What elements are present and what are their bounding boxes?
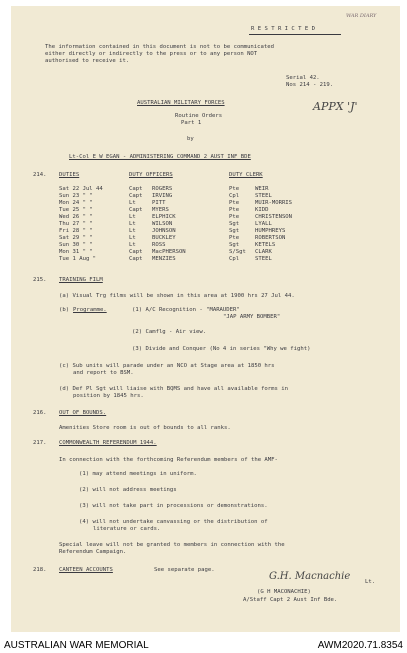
clerk-rank: Sgt xyxy=(229,221,240,227)
notice-line-1: The information contained in this document is not to be communicated xyxy=(45,44,275,50)
clerk-name: KIDD xyxy=(255,207,269,213)
duty-row xyxy=(11,214,400,221)
duty-officers-heading: DUTY OFFICERS xyxy=(129,172,173,178)
order-numbers: Nos 214 - 219. xyxy=(286,82,334,88)
signature-rank: Lt. xyxy=(365,579,376,585)
clerk-name: STEEL xyxy=(255,256,272,262)
title-military-forces: AUSTRALIAN MILITARY FORCES xyxy=(137,100,225,106)
training-film-heading: TRAINING FILM xyxy=(59,277,103,283)
clerk-name: WEIR xyxy=(255,186,269,192)
duty-row xyxy=(11,200,400,207)
footer-accession-number: AWM2020.71.8354 xyxy=(317,640,403,651)
clerk-rank: Pte xyxy=(229,235,240,241)
officer-rank: Lt xyxy=(129,242,136,248)
clerk-rank: Pte xyxy=(229,186,240,192)
clerk-rank: Cpl xyxy=(229,256,240,262)
officer-name: ELPHICK xyxy=(152,214,176,220)
officer-rank: Capt xyxy=(129,256,143,262)
clerk-rank: Sgt xyxy=(229,228,240,234)
referendum-item-4-cont: literature or cards. xyxy=(93,526,161,532)
section-number-214: 214. xyxy=(33,172,47,178)
programme-item-2: (2) Camflg - Air view. xyxy=(132,329,207,335)
training-item-c-line-1: (c) Sub units will parade under an NCO at Stage area at 1850 hrs xyxy=(59,363,275,369)
duty-row xyxy=(11,242,400,249)
signature-position: A/Staff Capt 2 Aust Inf Bde. xyxy=(243,597,338,603)
officer-rank: Lt xyxy=(129,200,136,206)
officer-rank: Capt xyxy=(129,193,143,199)
officer-rank: Lt xyxy=(129,214,136,220)
officer-name: PITT xyxy=(152,200,166,206)
training-item-c-line-2: and report to BSM. xyxy=(73,370,134,376)
title-part: Part 1 xyxy=(181,120,202,126)
officer-name: ROSS xyxy=(152,242,166,248)
duty-day: Sun 30 " " xyxy=(59,242,93,248)
clerk-name: CHRISTENSON xyxy=(255,214,293,220)
officer-name: BUCKLEY xyxy=(152,235,176,241)
officer-name: WILSON xyxy=(152,221,173,227)
officer-name: MENZIES xyxy=(152,256,176,262)
clerk-rank: Sgt xyxy=(229,242,240,248)
section-number-217: 217. xyxy=(33,440,47,446)
training-item-d-line-2: position by 1845 hrs. xyxy=(73,393,144,399)
title-routine-orders: Routine Orders xyxy=(175,113,223,119)
out-of-bounds-heading: OUT OF BOUNDS. xyxy=(59,410,107,416)
duty-row xyxy=(11,249,400,256)
training-item-b-label: (b) xyxy=(59,307,70,313)
referendum-item-1: (1) may attend meetings in uniform. xyxy=(79,471,197,477)
duty-day: Mon 24 " " xyxy=(59,200,93,206)
duty-clerk-heading: DUTY CLERK xyxy=(229,172,263,178)
duty-day: Sat 29 " " xyxy=(59,235,93,241)
title-by: by xyxy=(187,136,194,142)
notice-line-2: either directly or indirectly to the press or to any person NOT xyxy=(45,51,258,57)
clerk-name: MUIR-MORRIS xyxy=(255,200,293,206)
duty-row xyxy=(11,193,400,200)
officer-rank: Capt xyxy=(129,249,143,255)
referendum-item-2: (2) will not address meetings xyxy=(79,487,177,493)
restricted-rule xyxy=(249,34,341,35)
clerk-name: KETELS xyxy=(255,242,276,248)
title-command: Lt-Col E W EGAN - ADMINISTERING COMMAND 2 AUST INF BDE xyxy=(69,154,251,160)
officer-rank: Lt xyxy=(129,221,136,227)
duty-day: Wed 26 " " xyxy=(59,214,93,220)
clerk-rank: Pte xyxy=(229,200,240,206)
duty-row xyxy=(11,207,400,214)
duty-roster xyxy=(11,186,400,266)
section-number-218: 218. xyxy=(33,567,47,573)
programme-item-1b: "JAP ARMY BOMBER" xyxy=(223,314,281,320)
archive-footer xyxy=(0,636,407,653)
clerk-rank: S/Sgt xyxy=(229,249,246,255)
referendum-item-4: (4) will not undertake canvassing or the distribution of xyxy=(79,519,268,525)
referendum-item-3: (3) will not take part in processions or demonstrations. xyxy=(79,503,268,509)
duties-heading: DUTIES xyxy=(59,172,80,178)
referendum-intro: In connection with the forthcoming Referendum members of the AMF- xyxy=(59,457,278,463)
officer-name: MYERS xyxy=(152,207,169,213)
clerk-name: STEEL xyxy=(255,193,272,199)
officer-rank: Capt xyxy=(129,186,143,192)
duty-row xyxy=(11,221,400,228)
duty-day: Mon 31 " " xyxy=(59,249,93,255)
training-item-a: (a) Visual Trg films will be shown in this area at 1900 hrs 27 Jul 44. xyxy=(59,293,295,299)
duty-day: Fri 28 " " xyxy=(59,228,93,234)
footer-institution: AUSTRALIAN WAR MEMORIAL xyxy=(4,640,149,651)
duty-row xyxy=(11,186,400,193)
duty-day: Tue 25 " " xyxy=(59,207,93,213)
officer-name: JOHNSON xyxy=(152,228,176,234)
clerk-name: HUMPHREYS xyxy=(255,228,286,234)
canteen-heading: CANTEEN ACCOUNTS xyxy=(59,567,113,573)
duty-day: Thu 27 " " xyxy=(59,221,93,227)
notice-line-3: authorised to receive it. xyxy=(45,58,130,64)
officer-rank: Lt xyxy=(129,228,136,234)
restricted-label: R E S T R I C T E D xyxy=(251,26,315,32)
programme-item-3: (3) Divide and Conquer (No 4 in series "Why we fight) xyxy=(132,346,311,352)
duty-day: Tue 1 Aug " xyxy=(59,256,97,262)
duty-row xyxy=(11,256,400,263)
referendum-leave-line-1: Special leave will not be granted to members in connection with the xyxy=(59,542,285,548)
handwritten-signature: G.H. Macnachie xyxy=(269,571,351,582)
clerk-rank: Pte xyxy=(229,214,240,220)
officer-rank: Lt xyxy=(129,235,136,241)
section-number-216: 216. xyxy=(33,410,47,416)
officer-name: MacPHERSON xyxy=(152,249,186,255)
officer-rank: Capt xyxy=(129,207,143,213)
clerk-rank: Pte xyxy=(229,207,240,213)
appendix-mark: APPX 'J' xyxy=(313,100,358,113)
duty-row xyxy=(11,228,400,235)
training-item-d-line-1: (d) Def Pl Sgt will liaise with BQMS and have all available forms in xyxy=(59,386,289,392)
programme-heading: Programme. xyxy=(73,307,107,313)
duty-row xyxy=(11,235,400,242)
section-number-215: 215. xyxy=(33,277,47,283)
officer-name: IRVING xyxy=(152,193,173,199)
officer-name: ROGERS xyxy=(152,186,173,192)
duty-day: Sat 22 Jul 44 xyxy=(59,186,103,192)
canteen-text: See separate page. xyxy=(154,567,215,573)
war-diary-note: WAR DIARY xyxy=(346,13,377,19)
serial-number: Serial 42. xyxy=(286,75,320,81)
programme-item-1: (1) A/C Recognition - "MARAUDER" xyxy=(132,307,240,313)
signature-name: (G H MACONACHIE) xyxy=(257,589,311,595)
document-page xyxy=(11,6,400,632)
clerk-name: ROBERTSON xyxy=(255,235,286,241)
clerk-rank: Cpl xyxy=(229,193,240,199)
referendum-leave-line-2: Referendum Campaign. xyxy=(59,549,127,555)
referendum-heading: COMMONWEALTH REFERENDUM 1944. xyxy=(59,440,157,446)
clerk-name: CLARK xyxy=(255,249,272,255)
duty-day: Sun 23 " " xyxy=(59,193,93,199)
out-of-bounds-text: Amenities Store room is out of bounds to all ranks. xyxy=(59,425,231,431)
clerk-name: LYALL xyxy=(255,221,272,227)
